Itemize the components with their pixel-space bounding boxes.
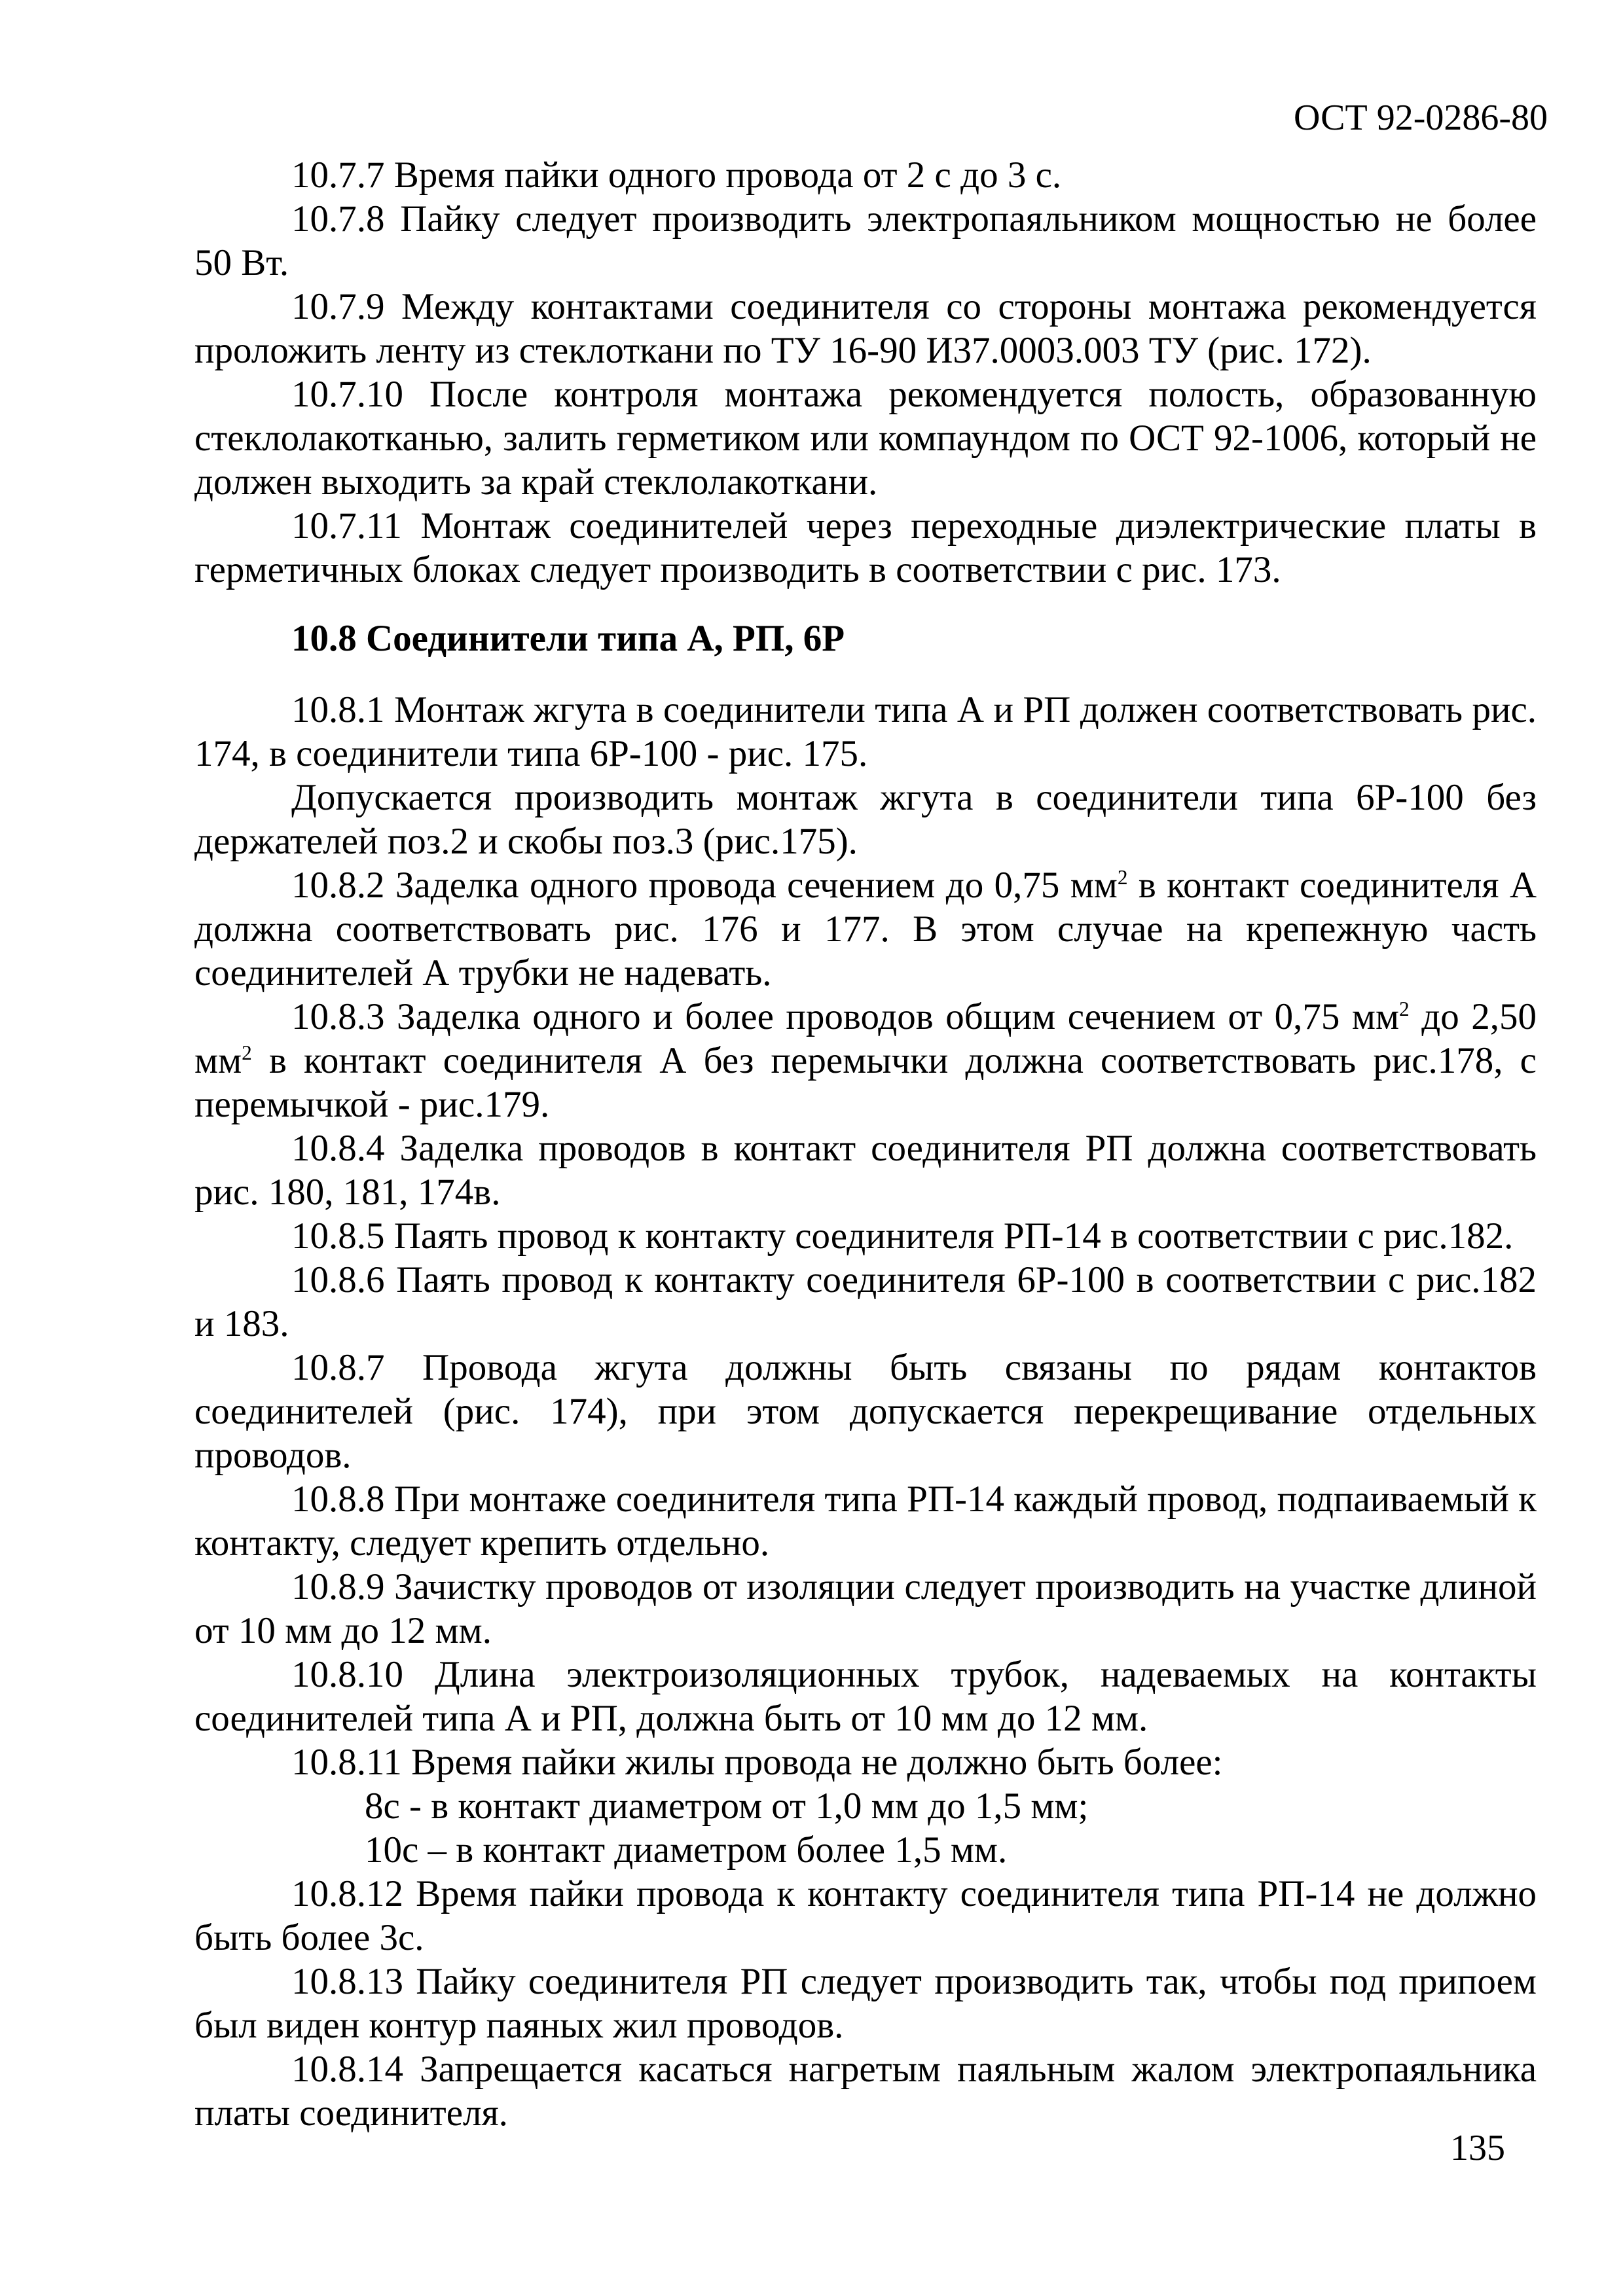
text-part: в контакт соединителя А должна соответствовать рис. 176 и 177. В этом случае на крепежную часть соединителей А трубки не надевать. [194, 865, 1537, 994]
text-part: в контакт соединителя А без перемычки должна соответствовать рис.178, с перемычкой - рис.179. [194, 1040, 1537, 1125]
superscript: 2 [1399, 997, 1410, 1020]
paragraph-10-8-10: 10.8.10 Длина электроизоляционных трубок, надеваемых на контакты соединителей типа А и РП, должна быть от 10 мм до 12 мм. [194, 1654, 1537, 1739]
paragraph-10-7-9: 10.7.9 Между контактами соединителя со стороны монтажа рекомендуется проложить ленту из стеклоткани по ТУ 16-90 И37.0003.003 ТУ (рис. 172). [194, 286, 1537, 371]
paragraph-10-7-11: 10.7.11 Монтаж соединителей через переходные диэлектрические платы в герметичных блоках следует производить в соответствии с рис. 173. [194, 505, 1537, 590]
text-part: до 2,50 мм [194, 996, 1537, 1081]
paragraph-10-8-6: 10.8.6 Паять провод к контакту соединителя 6Р-100 в соответствии с рис.182 и 183. [194, 1259, 1537, 1344]
paragraph-10-8-2 [194, 863, 1537, 995]
paragraph-note: Допускается производить монтаж жгута в соединители типа 6Р-100 без держателей поз.2 и скобы поз.3 (рис.175). [194, 777, 1537, 862]
paragraph-10-8-5: 10.8.5 Паять провод к контакту соединителя РП-14 в соответствии с рис.182. [291, 1215, 1514, 1257]
section-heading-10-8: 10.8 Соединители типа А, РП, 6Р [291, 618, 845, 659]
text-part: 10.8.2 Заделка одного провода сечением до 0,75 мм [291, 865, 1118, 906]
paragraph-10-8-14: 10.8.14 Запрещается касаться нагретым паяльным жалом электропаяльника платы соединителя. [194, 2049, 1537, 2134]
text-part: 10.8.3 Заделка одного и более проводов общим сечением от 0,75 мм [291, 996, 1400, 1037]
list-item: 8с - в контакт диаметром от 1,0 мм до 1,5 мм; [365, 1785, 1089, 1827]
paragraph-10-8-11: 10.8.11 Время пайки жилы провода не должно быть более: [291, 1742, 1223, 1783]
paragraph-10-8-12: 10.8.12 Время пайки провода к контакту соединителя типа РП-14 не должно быть более 3с. [194, 1873, 1537, 1958]
paragraph-10-8-13: 10.8.13 Пайку соединителя РП следует производить так, чтобы под припоем был виден контур паяных жил проводов. [194, 1961, 1537, 2046]
list-item: 10с – в контакт диаметром более 1,5 мм. [365, 1829, 1008, 1871]
superscript: 2 [1117, 866, 1128, 889]
paragraph-10-8-1: 10.8.1 Монтаж жгута в соединители типа А и РП должен соответствовать рис. 174, в соединители типа 6Р-100 - рис. 175. [194, 689, 1537, 774]
paragraph-10-7-8: 10.7.8 Пайку следует производить электропаяльником мощностью не более 50 Вт. [194, 198, 1537, 283]
paragraph-10-8-9: 10.8.9 Зачистку проводов от изоляции следует производить на участке длиной от 10 мм до 12 мм. [194, 1566, 1537, 1651]
paragraph-10-8-3 [194, 995, 1537, 1126]
paragraph-10-7-10: 10.7.10 После контроля монтажа рекомендуется полость, образованную стеклолакотканью, залить герметиком или компаундом по ОСТ 92-1006, который не должен выходить за край стеклолакоткани. [194, 374, 1537, 503]
paragraph-10-7-7: 10.7.7 Время пайки одного провода от 2 с до 3 с. [291, 154, 1062, 196]
document-code: ОСТ 92-0286-80 [1294, 98, 1548, 138]
paragraph-10-8-4: 10.8.4 Заделка проводов в контакт соединителя РП должна соответствовать рис. 180, 181, 174в. [194, 1128, 1537, 1213]
paragraph-10-8-7: 10.8.7 Провода жгута должны быть связаны по рядам контактов соединителей (рис. 174), при этом допускается перекрещивание отдельных проводов. [194, 1347, 1537, 1476]
paragraph-10-8-8: 10.8.8 При монтаже соединителя типа РП-14 каждый провод, подпаиваемый к контакту, следует крепить отдельно. [194, 1479, 1537, 1564]
superscript: 2 [242, 1041, 252, 1064]
page-number: 135 [1450, 2128, 1505, 2168]
document-body [194, 153, 1537, 2135]
